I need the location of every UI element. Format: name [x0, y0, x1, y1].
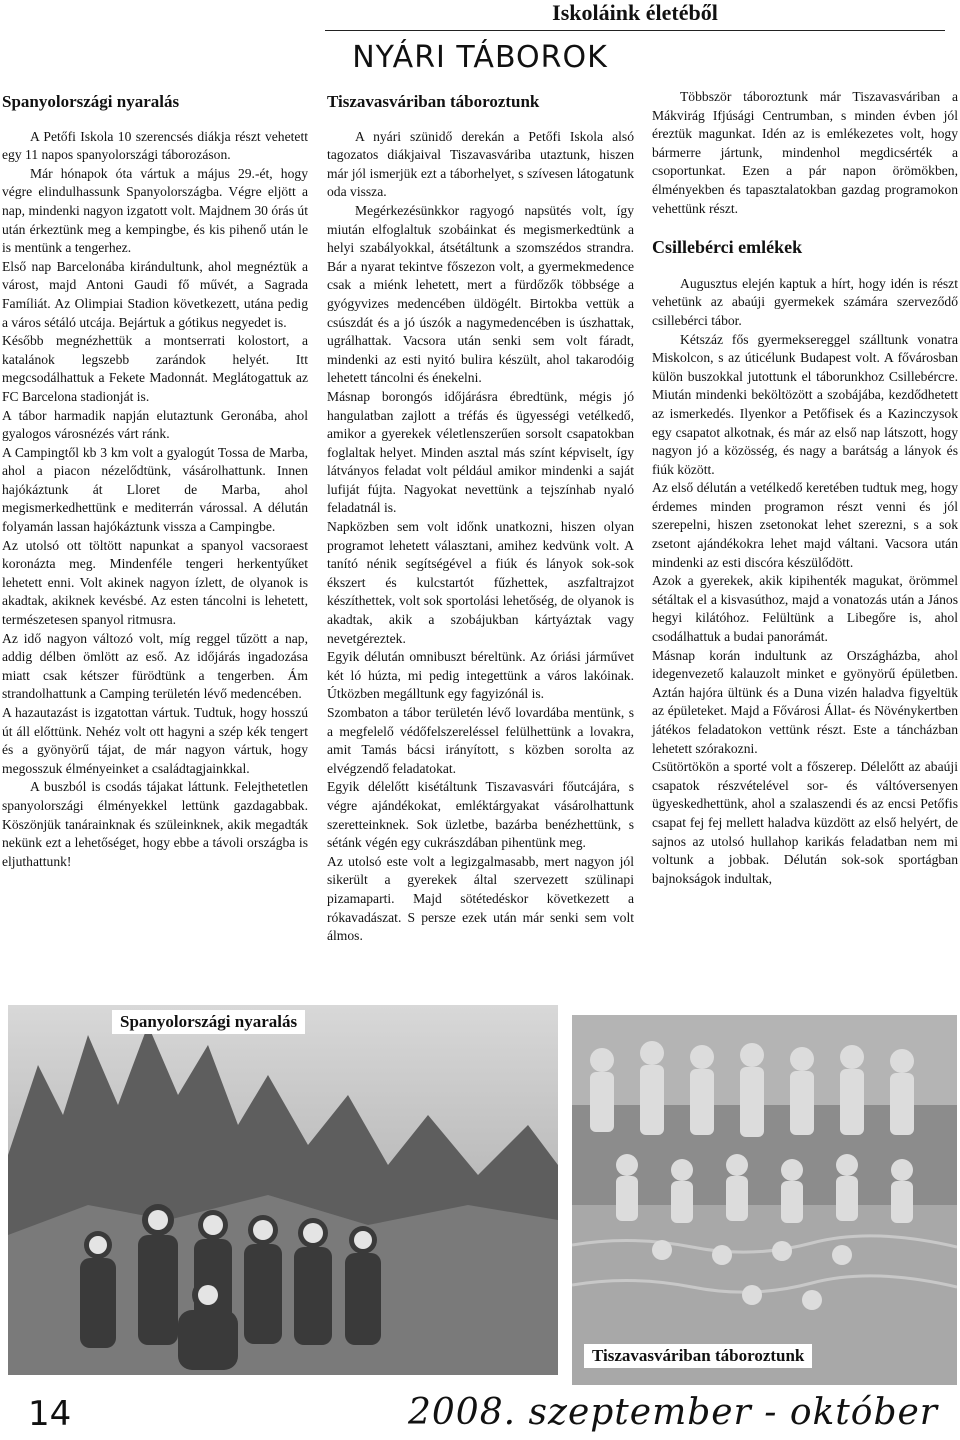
spain-paragraph: Az idő nagyon változó volt, míg reggel tűzött a nap, addig délben ömlött az eső. Az időjárás ingadozása miatt csak kétszer fürödtünk a tengerben. Ám strandolhattunk a Camping területén lévő medencében. — [2, 630, 308, 702]
spain-article-title: Spanyolországi nyaralás — [2, 92, 180, 111]
tiszavasvari-article — [327, 93, 634, 946]
spain-paragraph: Az utolsó ott töltött napunkat a spanyol vacsoraest koronázta meg. Mindenféle tengeri herkentyűket lehetett enni. Volt akinek nagyon ízlett, de olyanok is akadtak, akiknek kevésbé. Az esten táncolni is lehetett, természetesen spanyol ritmusra. — [2, 537, 308, 628]
spain-paragraph: A hazautazást is izgatottan vártuk. Tudtuk, hogy hosszú út áll előttünk. Nehéz volt ott hagyni a szép kék tengert és a gyönyörű tájat, de már nagyon vártuk, hogy megosszuk élményeinket a családtagjainkkal. — [2, 705, 308, 776]
csillebérc-paragraph: Azok a gyerekek, akik kipihenték magukat, örömmel sétáltak el a kisvasúthoz, majd a vonatozás után a János hegyi kilátóhoz. Felültünk a Libegőre is, ahol csodálhattuk a budai panorámát. — [652, 573, 958, 645]
tiszavasvari-paragraph: Napközben sem volt időnk unatkozni, hiszen olyan programot lehetett választani, amihez kedvünk volt. A tanító nénik segítségével a fiúk és lányok sok-sok ékszert és kulcstartót fűzhettek, aszfaltrajzot készíthettek, volt sok sportolási lehetőség, de olyanok is akadtak, akik a szobájukban kártyáztak vagy nevetgéreztek. — [327, 519, 634, 646]
main-title: NYÁRI TÁBOROK — [352, 40, 608, 75]
tiszavasvari-paragraph: Megérkezésünkkor ragyogó napsütés volt, így miután elfoglaltuk szobáinkat és megismerkedtünk a helyi szabályokkal, átsétáltunk a szomszédos strandra. Bár a nyarat tekintve főszezon volt, a gyermekmedence csak a miénk lehetett, mert a fürdőzők többsége a gyógyvizes medencében üldögélt. Birtokba vettük a csúszdát és a jó úszók a nagymedencében is úszhattak, ugrálhattak. Vacsora után senki sem volt fáradt, mindenki az esti nyitó bulira készült, ahol takarodóig lehetett táncolni és énekelni. — [327, 202, 634, 386]
tiszavasvari-paragraph: Az utolsó este volt a legizgalmasabb, mert nagyon jól sikerült a gyerekek által szervezett szülinapi pizamaparti. Majd sötétedéskor következett a rókavadászat. S persze ezek után már senki sem volt álmos. — [327, 853, 634, 944]
tiszavasvari-paragraph: A nyári szünidő derekán a Petőfi Iskola alsó tagozatos diákjaival Tiszavasváriba utaztunk, hiszen már jól ismerjük ezt a táborhelyet, s szívesen látogatunk oda vissza. — [327, 128, 634, 200]
spain-paragraph: A tábor harmadik napján elutaztunk Geronába, ahol gyalogos városnézés várt ránk. — [2, 407, 308, 442]
issue-date: 2008. szeptember - október — [408, 1392, 938, 1433]
csillebérc-article-title: Csillebérci emlékek — [652, 237, 803, 258]
spain-paragraph: A Campingtől kb 3 km volt a gyalogút Tossa de Marba, ahol a piacon nézelődtünk, vásárolhattunk. Innen hajókáztunk át Lloret de Marba, ahol megismerkedhettünk e mediterrán várossal. A délután folyamán lassan hajókáztunk vissza a Campingbe. — [2, 444, 308, 535]
tiszavasvari-photo-caption: Tiszavasváriban táboroztunk — [584, 1344, 812, 1368]
csillebérc-paragraph: Másnap korán indultunk az Országházba, ahol idegenvezető kalauzolt minket e gyönyörű épületben. Aztán hajóra ültünk és a Duna vizén haladva figyeltük az épületeket. Majd a Fővárosi Állat- és Növénykertben játékos feladatokon vettünk részt. Este a táncházban lehetett szórakozni. — [652, 647, 958, 756]
spain-paragraph: Már hónapok óta vártuk a május 29.-ét, hogy végre elindulhassunk Spanyolországba. Végre eljött a nap, mindenki nagyon izgatott volt. Majdnem 30 órás út után érkeztünk meg a kempingbe, és kis pihenő után le is mentünk a tengerhez. — [2, 165, 308, 256]
csillebérc-paragraph: Kétszáz fős gyermeksereggel szálltunk vonatra Miskolcon, s az úticélunk Budapest volt. A fővárosban külön buszokkal jutottunk el táborunkhoz Csillebércre. Miután mindenki beköltözött a szobájába, kezdődhetett az ismerkedés. Ilyenkor a Petőfisek és a Kazinczysok egy csapatot alkotnak, és már az első nap látszott, hogy nagyon jó a közösség, és nagy a barátság a lányok és fiúk között. — [652, 331, 958, 477]
spain-paragraph: Később megnézhettük a montserrati kolostort, a katalánok legszebb zarándok helyét. Itt megcsodálhattuk a Fekete Madonnát. Meglátogattuk az FC Barcelona stadionját is. — [2, 333, 308, 404]
spain-paragraph: A Petőfi Iskola 10 szerencsés diákja részt vehetett egy 11 napos spanyolországi táborozáson. — [2, 128, 308, 163]
spain-paragraph: A buszból is csodás tájakat láttunk. Felejthetetlen spanyolországi élményekkel lettünk gazdagabbak. Köszönjük tanárainknak és szüleinknek, akik megadták nekünk ezt a lehetőséget, hogy ebbe a távoli országba is eljuthattunk! — [2, 779, 308, 869]
csillebérc-paragraph: Csütörtökön a sporté volt a főszerep. Délelőtt az abaúji csapatok részvételével sor- és váltóversenyen ügyeskedhettünk, ahol a szalaszendi és az encsi Petőfis csapat fej fej mellett haladva küzdött az első helyért, de sajnos az utolsó hullahop karikás feladatban nem mi voltunk a jobbak. Délután sok-sok sportágban bajnokságok indultak, — [652, 759, 958, 886]
tiszavasvari-article-title: Tiszavasváriban táboroztunk — [327, 92, 540, 111]
spain-group-photo — [8, 1005, 558, 1375]
right-column — [652, 88, 958, 888]
tiszavasvari-paragraph: Többször táboroztunk már Tiszavasváriban a Mákvirág Ifjúsági Centrumban, s minden évben jól éreztük magunkat. Idén az is emlékezetes volt, hogy bármerre jártunk, mindenhol megdicsérték a csoportunkat. Ezen a pár napon örömökben, élményekben és tapasztalatokban gazdag programokon vehettünk részt. — [652, 89, 958, 216]
tiszavasvari-pool-photo — [572, 1015, 957, 1385]
tiszavasvari-paragraph: Másnap borongós időjárásra ébredtünk, mégis jó hangulatban zajlott a tréfás és ügyességi vetélkedő, amikor a gyerekek véletlenszerűen sorsolt csapatokban foglaltak helyet. Minden asztal más színt képviselt, így látványos feladat volt például amikor mindenki a saját lufiját fújta. Nagyokat nevettünk a tejszínhab nyaló feladatnál is. — [327, 388, 634, 516]
csillebérc-paragraph: Augusztus elején kaptuk a hírt, hogy idén is részt vehetünk az abaúji gyermekek számára szerveződő csillebérci tábor. — [652, 275, 958, 328]
tiszavasvari-paragraph: Szombaton a tábor területén lévő lovardába mentünk, s a megfelelő védőfelszereléssel felülhettünk a lovakra, amit Tamás bácsi irányított, s közben sorolta az elvégzendő feladatokat. — [327, 705, 634, 776]
tiszavasvari-paragraph: Egyik délelőtt kisétáltunk Tiszavasvári főutcájára, s végre ajándékokat, emléktárgyakat vásárolhattunk szeretteinknek. Sok üzletbe, bazárba benézhettünk, s sétánk végén egy cukrászdában pihentünk meg. — [327, 779, 634, 851]
tiszavasvari-paragraph: Egyik délután omnibuszt béreltünk. Az óriási járművet két ló húzta, mi pedig integettünk a város lakóinak. Útközben megálltunk egy fagyizónál is. — [327, 649, 634, 702]
spain-paragraph: Első nap Barcelonába kirándultunk, ahol megnéztük a várost, majd Antoni Gaudi fő művét, a Sagrada Famíliát. Az Olimpiai Stadion következett, utána pedig a város sétáló utcája. Bejártuk a gótikus negyedet is. — [2, 258, 308, 330]
section-label: Iskoláink életéből — [325, 0, 945, 31]
spain-article — [2, 93, 308, 871]
spain-photo-caption: Spanyolországi nyaralás — [112, 1010, 305, 1034]
csillebérc-paragraph: Az első délután a vetélkedő keretében tudtuk meg, hogy érdemes minden programon részt venni és jól szerepelni, hiszen zsetonokat lehet szerezni, s a sok zsetont ajándékokra lehet majd váltani. Vacsora után mindenki az esti discóra készülődött. — [652, 480, 958, 570]
page-number: 14 — [28, 1394, 72, 1434]
